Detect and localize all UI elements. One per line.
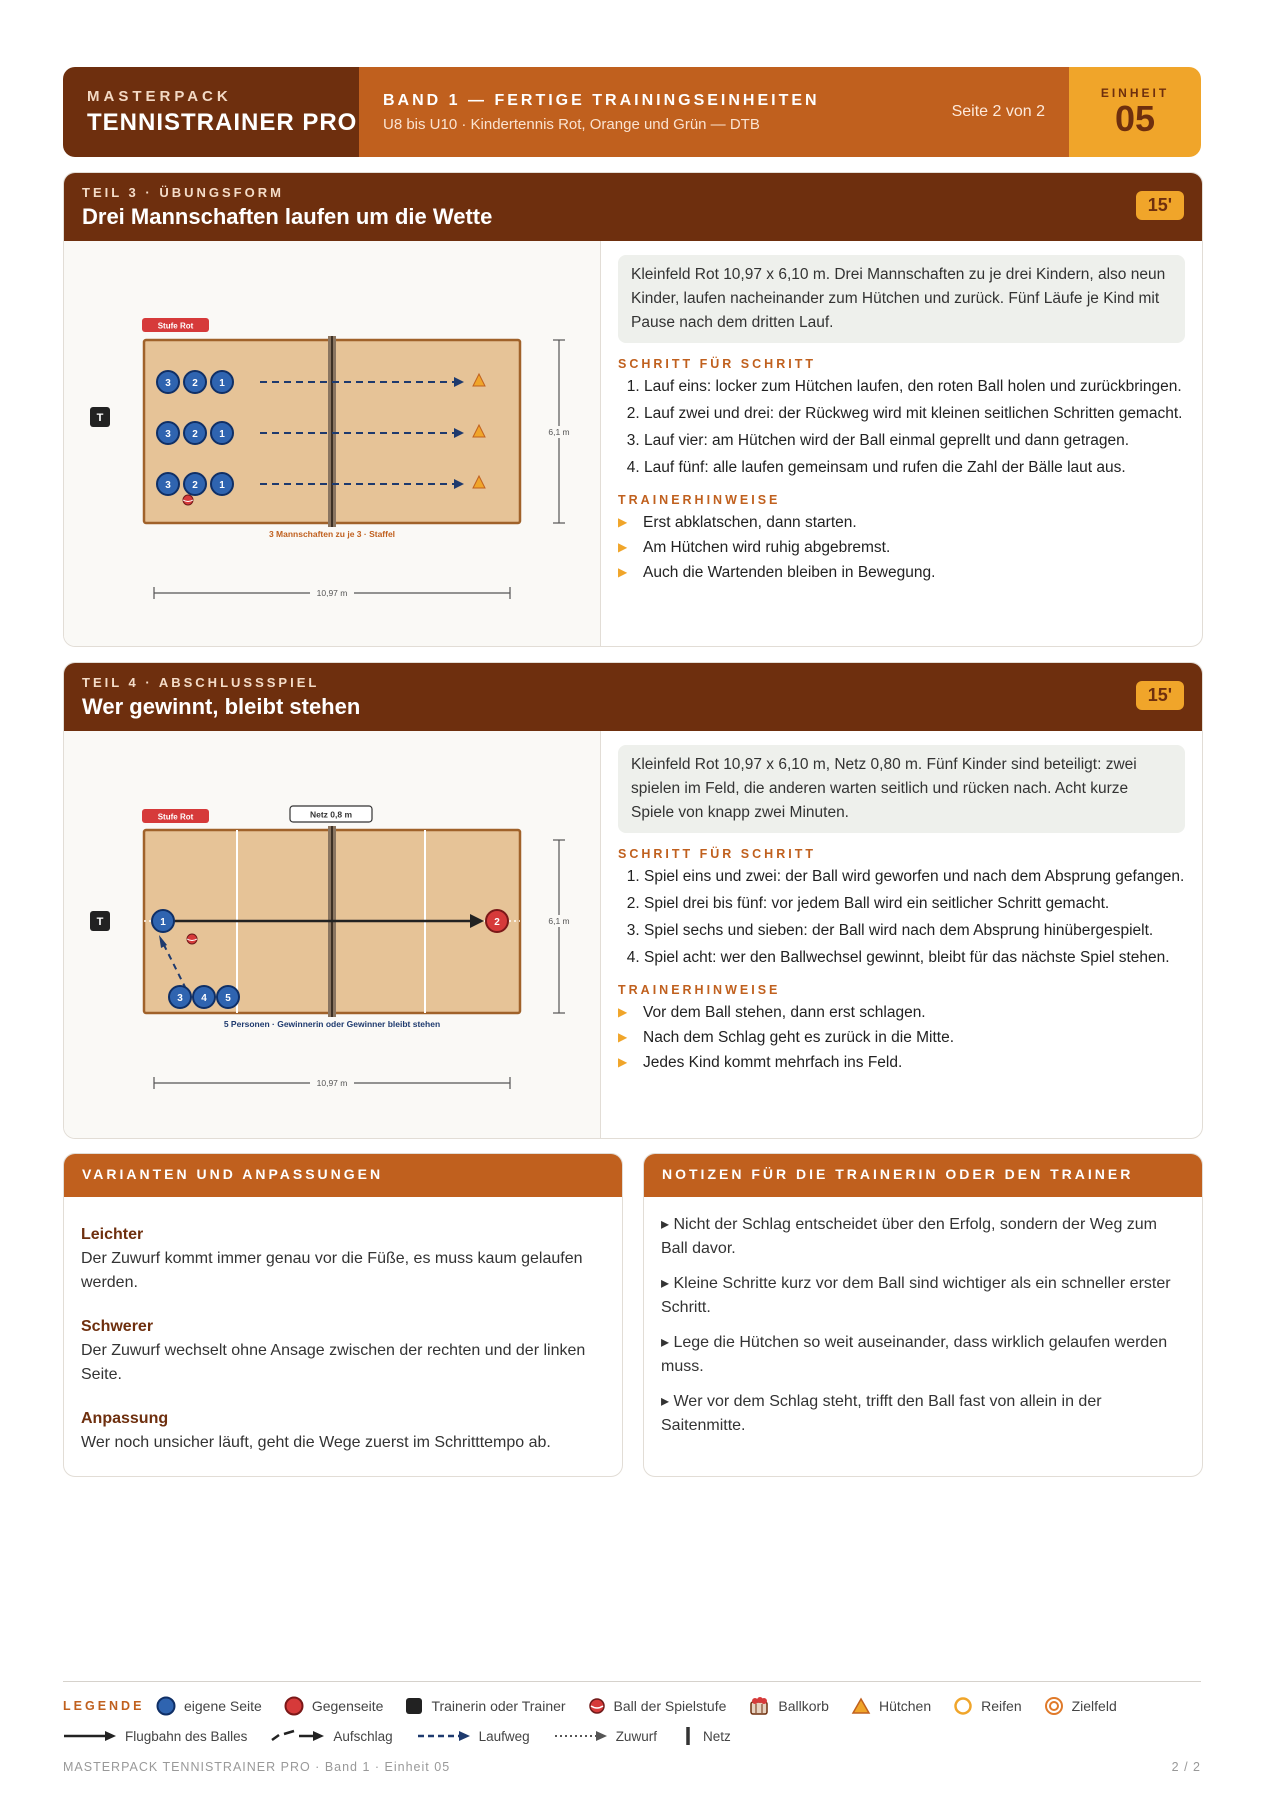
relay-court-diagram — [64, 241, 600, 646]
part-3-duration-badge: 15' — [1136, 191, 1184, 220]
svg-text:3: 3 — [177, 993, 183, 1004]
part-3-steps — [618, 375, 1185, 479]
legend-label: Zuwurf — [615, 1728, 657, 1744]
unit-block — [1069, 67, 1201, 157]
svg-text:3: 3 — [165, 480, 171, 491]
feed-line-icon — [554, 1730, 608, 1742]
variant-text: Wer noch unsicher läuft, geht die Wege zuerst im Schritttempo ab. — [81, 1434, 551, 1451]
part-3-text — [601, 241, 1202, 646]
ball-icon — [588, 1697, 606, 1715]
step-item: 4. Spiel acht: wer den Ballwechsel gewinnt, bleibt für das nächste Spiel stehen. — [644, 946, 1185, 969]
part-3-hints — [618, 511, 1185, 584]
svg-text:T: T — [96, 916, 104, 928]
svg-text:1: 1 — [219, 429, 225, 440]
triangle-bullet-icon: ▶ — [618, 540, 628, 554]
part-4-intro: Kleinfeld Rot 10,97 x 6,10 m, Netz 0,80 m. Fünf Kinder sind beteiligt: zwei spielen im Feld, die anderen warten seitlich und rücken nach. Acht kurze Spiele von knapp zwei Minuten. — [618, 745, 1185, 833]
page-indicator: Seite 2 von 2 — [951, 103, 1045, 120]
brand-title: TENNISTRAINER PRO — [87, 108, 358, 136]
diagram-caption: 5 Personen · Gewinnerin oder Gewinner bleibt stehen — [223, 1019, 441, 1029]
hint-item: ▶ Am Hütchen wird ruhig abgebremst. — [618, 536, 1185, 559]
part-3-steps-title: SCHRITT FÜR SCHRITT — [618, 357, 816, 371]
part-3-title: Drei Mannschaften laufen um die Wette — [82, 204, 493, 229]
height-label: 6,1 m — [548, 427, 570, 437]
hint-item: ▶ Nach dem Schlag geht es zurück in die Mitte. — [618, 1026, 1185, 1049]
step-item: 3. Spiel sechs und sieben: der Ball wird nach dem Absprung hinübergespielt. — [644, 919, 1185, 942]
width-label: 10,97 m — [316, 588, 348, 598]
brand-kicker: MASTERPACK — [87, 87, 232, 105]
match-court-diagram — [64, 731, 600, 1138]
variant-label: Schwerer — [81, 1318, 154, 1335]
part-4-steps-title: SCHRITT FÜR SCHRITT — [618, 847, 816, 861]
footer-text: MASTERPACK TENNISTRAINER PRO · Band 1 · Einheit 05 — [63, 1760, 451, 1774]
legend — [63, 1681, 1201, 1745]
flight-line-icon — [63, 1730, 117, 1742]
run-line-icon — [417, 1730, 471, 1742]
part-3-diagram — [64, 241, 601, 646]
svg-text:1: 1 — [219, 480, 225, 491]
svg-text:3: 3 — [165, 429, 171, 440]
step-item: 4. Lauf fünf: alle laufen gemeinsam und rufen die Zahl der Bälle laut aus. — [644, 456, 1185, 479]
part-4-card — [63, 662, 1203, 1139]
legend-label: Aufschlag — [333, 1728, 393, 1744]
svg-text:2: 2 — [192, 378, 198, 389]
stage-label: Stufe Rot — [157, 321, 194, 331]
triangle-bullet-icon: ▶ — [618, 515, 628, 529]
page-header — [63, 67, 1201, 157]
legend-label: Laufweg — [478, 1728, 530, 1744]
variants-card — [63, 1153, 623, 1477]
brand-block — [63, 67, 359, 157]
cone-icon — [851, 1697, 871, 1715]
part-4-hints-title: TRAINERHINWEISE — [618, 983, 781, 997]
band-subtitle: U8 bis U10 · Kindertennis Rot, Orange und Grün — DTB — [383, 115, 760, 133]
legend-label: Hütchen — [878, 1698, 932, 1714]
serve-line-icon — [271, 1729, 325, 1743]
diagram-caption: 3 Mannschaften zu je 3 · Staffel — [268, 529, 396, 539]
hint-item: ▶ Auch die Wartenden bleiben in Bewegung. — [618, 561, 1185, 584]
note-item: ▸ Kleine Schritte kurz vor dem Ball sind wichtiger als ein schneller erster Schritt. — [661, 1275, 1171, 1316]
part-3-kicker: TEIL 3 · ÜBUNGSFORM — [82, 185, 284, 200]
basket-icon — [748, 1696, 770, 1716]
svg-text:5: 5 — [225, 993, 231, 1004]
page-footer — [63, 1760, 1201, 1774]
legend-label: Flugbahn des Balles — [125, 1728, 248, 1744]
part-3-card — [63, 172, 1203, 647]
unit-label: EINHEIT — [1100, 86, 1170, 100]
part-3-intro: Kleinfeld Rot 10,97 x 6,10 m. Drei Mannschaften zu je drei Kindern, also neun Kinder, laufen nacheinander zum Hütchen und zurück. Fünf Läufe je Kind mit Pause nach dem dritten Lauf. — [618, 255, 1185, 343]
svg-text:3: 3 — [165, 378, 171, 389]
part-4-duration-badge: 15' — [1136, 681, 1184, 710]
triangle-bullet-icon: ▶ — [618, 1005, 628, 1019]
width-label: 10,97 m — [316, 1078, 348, 1088]
blue-circle-icon — [156, 1696, 176, 1716]
triangle-bullet-icon: ▶ — [618, 1055, 628, 1069]
part-4-steps — [618, 865, 1185, 969]
part-4-text — [601, 731, 1202, 1138]
triangle-bullet-icon: ▶ — [618, 565, 628, 579]
legend-label: Gegenseite — [311, 1698, 384, 1714]
part-4-title: Wer gewinnt, bleibt stehen — [82, 694, 361, 719]
step-item: 1. Lauf eins: locker zum Hütchen laufen, den roten Ball holen und zurückbringen. — [644, 375, 1185, 398]
svg-text:1: 1 — [219, 378, 225, 389]
band-title: BAND 1 — FERTIGE TRAININGSEINHEITEN — [383, 91, 820, 109]
legend-label: Ball der Spielstufe — [613, 1698, 727, 1714]
legend-label: Trainerin oder Trainer — [431, 1698, 566, 1714]
svg-text:2: 2 — [494, 917, 500, 928]
target-icon — [1044, 1696, 1064, 1716]
step-item: 2. Spiel drei bis fünf: vor jedem Ball wird ein seitlicher Schritt gemacht. — [644, 892, 1185, 915]
footer-page-number: 2 / 2 — [1171, 1760, 1201, 1774]
note-item: ▸ Nicht der Schlag entscheidet über den Erfolg, sondern der Weg zum Ball davor. — [661, 1216, 1158, 1257]
step-item: 3. Lauf vier: am Hütchen wird der Ball einmal geprellt und dann getragen. — [644, 429, 1185, 452]
hint-item: ▶ Erst abklatschen, dann starten. — [618, 511, 1185, 534]
notes-card — [643, 1153, 1203, 1477]
triangle-bullet-icon: ▶ — [618, 1030, 628, 1044]
variants-title: VARIANTEN UND ANPASSUNGEN — [64, 1154, 622, 1197]
svg-text:2: 2 — [192, 429, 198, 440]
unit-number: 05 — [1114, 98, 1156, 139]
legend-label: eigene Seite — [184, 1698, 262, 1714]
net-height-label: Netz 0,8 m — [309, 809, 353, 820]
note-item: ▸ Wer vor dem Schlag steht, trifft den Ball fast von allein in der Saitenmitte. — [661, 1393, 1102, 1434]
hint-item: ▶ Jedes Kind kommt mehrfach ins Feld. — [618, 1051, 1185, 1074]
part-3-hints-title: TRAINERHINWEISE — [618, 493, 781, 507]
note-item: ▸ Lege die Hütchen so weit auseinander, dass wirklich gelaufen werden muss. — [661, 1334, 1168, 1375]
ball-icon — [183, 495, 193, 505]
part-4-header — [64, 663, 1202, 731]
legend-label: Reifen — [981, 1698, 1022, 1714]
step-item: 2. Lauf zwei und drei: der Rückweg wird mit kleinen seitlichen Schritten gemacht. — [644, 402, 1185, 425]
svg-text:4: 4 — [201, 993, 207, 1004]
hoop-icon — [953, 1696, 973, 1716]
legend-title: LEGENDE — [63, 1699, 145, 1713]
part-4-kicker: TEIL 4 · ABSCHLUSSSPIEL — [82, 675, 320, 690]
variant-label: Anpassung — [81, 1410, 169, 1427]
svg-text:1: 1 — [160, 917, 166, 928]
part-3-header — [64, 173, 1202, 241]
step-item: 1. Spiel eins und zwei: der Ball wird geworfen und nach dem Absprung gefangen. — [644, 865, 1185, 888]
stage-label: Stufe Rot — [157, 812, 194, 822]
red-circle-icon — [284, 1696, 304, 1716]
part-4-diagram — [64, 731, 601, 1138]
legend-label: Zielfeld — [1071, 1698, 1117, 1714]
net-icon — [681, 1726, 695, 1746]
ball-icon — [187, 934, 197, 944]
svg-text:2: 2 — [192, 480, 198, 491]
notes-title: NOTIZEN FÜR DIE TRAINERIN ODER DEN TRAINER — [644, 1154, 1202, 1197]
legend-label: Netz — [702, 1728, 731, 1744]
variant-text: Der Zuwurf kommt immer genau vor die Füße, es muss kaum gelaufen werden. — [81, 1250, 583, 1291]
trainer-square-icon — [405, 1697, 423, 1715]
height-label: 6,1 m — [548, 916, 570, 926]
band-block — [359, 67, 1069, 157]
variant-text: Der Zuwurf wechselt ohne Ansage zwischen der rechten und der linken Seite. — [81, 1342, 586, 1383]
hint-item: ▶ Vor dem Ball stehen, dann erst schlagen. — [618, 1001, 1185, 1024]
legend-label: Ballkorb — [778, 1698, 829, 1714]
svg-text:T: T — [96, 412, 104, 424]
variant-label: Leichter — [81, 1226, 144, 1243]
part-4-hints — [618, 1001, 1185, 1074]
